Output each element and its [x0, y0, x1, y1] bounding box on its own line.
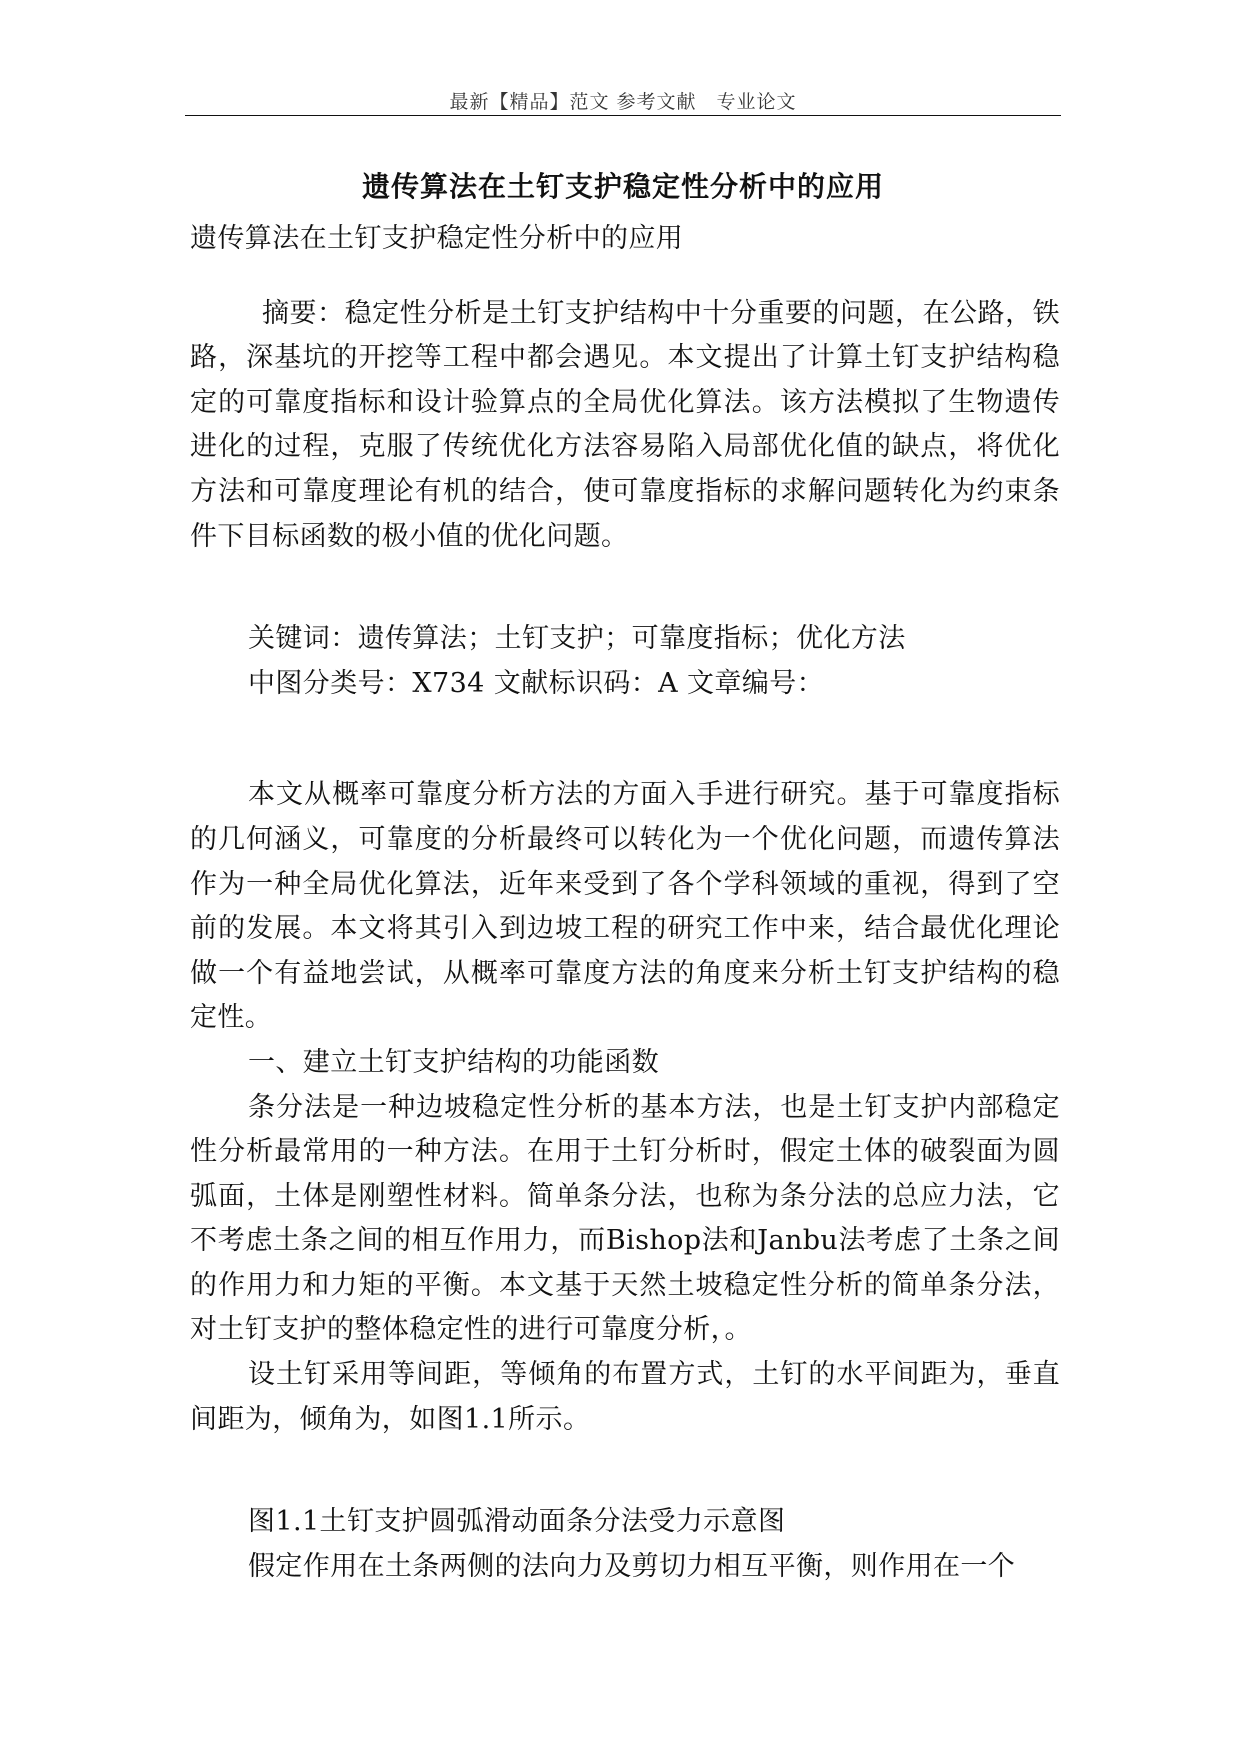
header-divider — [185, 115, 1061, 116]
spacer — [190, 262, 1060, 292]
figure-caption: 图1.1土钉支护圆弧滑动面条分法受力示意图 — [248, 1506, 786, 1538]
document-title: 遗传算法在土钉支护稳定性分析中的应用 — [361, 170, 884, 203]
body-paragraph: 假定作用在土条两侧的法向力及剪切力相互平衡，则作用在一个 — [248, 1550, 1016, 1582]
keywords-line: 关键词：遗传算法；土钉支护；可靠度指标；优化方法 — [248, 623, 906, 655]
abstract-paragraph: 摘要：稳定性分析是土钉支护结构中十分重要的问题，在公路，铁路，深基坑的开挖等工程中都会遇见。本文提出了计算土钉支护结构稳定的可靠度指标和设计验算点的全局优化算法。该方法模拟了生物遗传进化的过程，克服了传统优化方法容易陷入局部优化值的缺点，将优化方法和可靠度理论有机的结合，使可靠度指标的求解问题转化为约束条件下目标函数的极小值的优化问题。 — [190, 297, 1060, 552]
section-heading: 一、建立土钉支护结构的功能函数 — [248, 1046, 659, 1078]
page-header: 最新【精品】范文 参考文献 专业论文 — [449, 91, 797, 113]
document-subtitle: 遗传算法在土钉支护稳定性分析中的应用 — [190, 223, 684, 254]
document-body — [190, 217, 1060, 1589]
spacer — [190, 1442, 1060, 1500]
spacer — [190, 706, 1060, 773]
body-paragraph: 本文从概率可靠度分析方法的方面入手进行研究。基于可靠度指标的几何涵义，可靠度的分析最终可以转化为一个优化问题，而遗传算法作为一种全局优化算法，近年来受到了各个学科领域的重视，得到了空前的发展。本文将其引入到边坡工程的研究工作中来，结合最优化理论做一个有益地尝试，从概率可靠度方法的角度来分析土钉支护结构的稳定性。 — [190, 779, 1060, 1034]
classification-line: 中图分类号：X734 文献标识码：A 文章编号： — [248, 667, 825, 699]
body-paragraph: 设土钉采用等间距，等倾角的布置方式，土钉的水平间距为，垂直间距为，倾角为，如图1.1所示。 — [190, 1359, 1060, 1435]
body-paragraph: 条分法是一种边坡稳定性分析的基本方法，也是土钉支护内部稳定性分析最常用的一种方法。在用于土钉分析时，假定土体的破裂面为圆弧面，土体是刚塑性材料。简单条分法，也称为条分法的总应力法，它不考虑土条之间的相互作用力，而Bishop法和Janbu法考虑了土条之间的作用力和力矩的平衡。本文基于天然土坡稳定性分析的简单条分法，对土钉支护的整体稳定性的进行可靠度分析，。 — [190, 1091, 1060, 1346]
spacer — [190, 559, 1060, 617]
